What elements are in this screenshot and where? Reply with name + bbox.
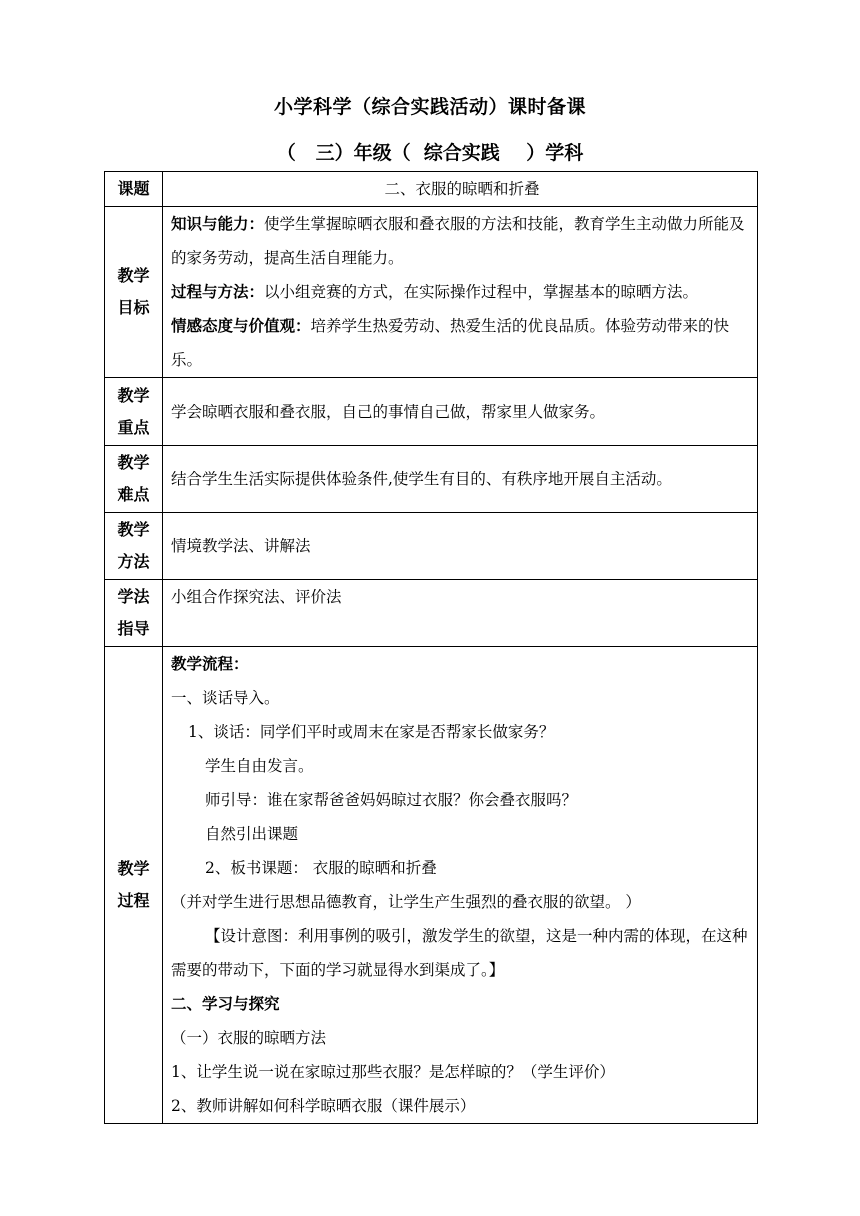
process-line-free-speech: 学生自由发言。 xyxy=(205,757,314,775)
process-line-design-intent: 【设计意图：利用事例的吸引，激发学生的欲望，这是一种内需的体现，在这种需要的带动下，下面的学习就显得水到渠成了。】 xyxy=(171,927,748,979)
process-value xyxy=(163,647,758,1124)
objective-emotion xyxy=(171,309,753,377)
label-method-1: 教学 xyxy=(117,520,150,539)
objective-emotion-head: 情感态度与价值观： xyxy=(171,317,311,335)
key-points-value xyxy=(163,378,758,446)
key-points-text: 学会晾晒衣服和叠衣服，自己的事情自己做，帮家里人做家务。 xyxy=(171,402,606,421)
label-objectives-2: 目标 xyxy=(117,298,150,317)
difficulty-text: 结合学生生活实际提供体验条件,使学生有目的、有秩序地开展自主活动。 xyxy=(171,470,672,488)
label-key-2: 重点 xyxy=(117,417,150,437)
label-objectives-1: 教学 xyxy=(117,266,150,285)
process-line-moral: （并对学生进行思想品德教育，让学生产生强烈的叠衣服的欲望。 ） xyxy=(171,893,641,911)
lesson-plan-table xyxy=(104,171,758,1124)
label-guidance-1: 学法 xyxy=(117,587,150,606)
row-topic xyxy=(105,172,758,207)
objective-process xyxy=(171,275,753,309)
process-line-board-title: 2、板书课题： 衣服的晾晒和折叠 xyxy=(205,859,437,877)
label-guidance xyxy=(105,580,163,647)
process-line-teacher-guide: 师引导：谁在家帮爸爸妈妈晾过衣服？你会叠衣服吗？ xyxy=(205,791,578,809)
label-difficulty-2: 难点 xyxy=(117,485,150,504)
process-line-heading: 教学流程： xyxy=(171,655,249,673)
label-process-2: 过程 xyxy=(117,891,150,910)
row-guidance xyxy=(105,580,758,647)
objective-emotion-text: 培养学生热爱劳动、热爱生活的优良品质。体验劳动带来的快乐。 xyxy=(171,317,730,369)
process-line-step-two: 2、教师讲解如何科学晾晒衣服（课件展示） xyxy=(171,1097,476,1115)
process-line-section-two: 二、学习与探究 xyxy=(171,995,280,1013)
difficulty-value xyxy=(163,446,758,513)
process-line-lead-topic: 自然引出课题 xyxy=(205,825,299,843)
process-line-step-one: 1、让学生说一说在家晾过那些衣服？是怎样晾的？（学生评价） xyxy=(171,1063,615,1081)
guidance-value xyxy=(163,580,758,647)
label-process-1: 教学 xyxy=(117,859,150,878)
process-line-talk: 1、谈话：同学们平时或周末在家是否帮家长做家务？ xyxy=(188,723,555,741)
row-difficulty xyxy=(105,446,758,513)
topic-value xyxy=(163,172,758,207)
method-text: 情境教学法、讲解法 xyxy=(171,537,311,555)
objective-knowledge-text: 使学生掌握晾晒衣服和叠衣服的方法和技能，教育学生主动做力所能及的家务劳动，提高生活自理能力。 xyxy=(171,215,745,267)
objective-process-head: 过程与方法： xyxy=(171,283,265,301)
label-guidance-2: 指导 xyxy=(117,619,150,638)
label-method xyxy=(105,513,163,580)
guidance-text: 小组合作探究法、评价法 xyxy=(171,588,342,606)
objective-knowledge-head: 知识与能力： xyxy=(171,215,265,233)
objectives-value xyxy=(163,207,758,378)
method-value xyxy=(163,513,758,580)
label-key-points xyxy=(105,378,163,446)
label-topic xyxy=(105,172,163,207)
topic-text: 二、衣服的晾晒和折叠 xyxy=(384,180,540,198)
objective-knowledge xyxy=(171,207,753,275)
label-objectives xyxy=(105,207,163,378)
label-topic-text: 课题 xyxy=(117,179,150,198)
page-subtitle: （ 三）年级（ 综合实践 ）学科 xyxy=(276,142,584,164)
label-difficulty-1: 教学 xyxy=(117,453,150,472)
label-method-2: 方法 xyxy=(117,552,150,571)
page-title: 小学科学（综合实践活动）课时备课 xyxy=(273,96,586,118)
label-key-1: 教学 xyxy=(117,385,150,405)
row-objectives xyxy=(105,207,758,378)
objective-process-text: 以小组竞赛的方式，在实际操作过程中，掌握基本的晾晒方法。 xyxy=(264,283,699,301)
label-process xyxy=(105,647,163,1124)
row-method xyxy=(105,513,758,580)
process-line-intro: 一、谈话导入。 xyxy=(171,689,280,707)
row-key-points xyxy=(105,378,758,446)
label-difficulty xyxy=(105,446,163,513)
process-line-subsection-one: （一）衣服的晾晒方法 xyxy=(171,1029,327,1047)
row-process xyxy=(105,647,758,1124)
